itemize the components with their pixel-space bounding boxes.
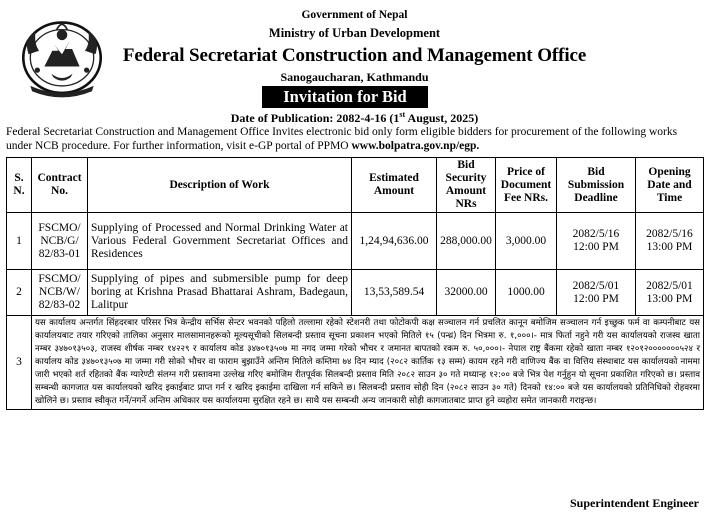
office-location: Sanogaucharan, Kathmandu: [280, 70, 429, 84]
opening-date: 2082/5/16: [646, 228, 693, 240]
row-estimated: 1,24,94,636.00: [352, 213, 437, 270]
row-sn: 2: [7, 270, 32, 316]
opening-time: 13:00 PM: [646, 292, 693, 305]
table-header-row: [7, 158, 704, 213]
row-opening: [636, 213, 704, 270]
deadline-time: 12:00 PM: [573, 292, 619, 305]
publication-date: [0, 110, 709, 126]
deadline-date: 2082/5/01: [572, 279, 620, 292]
publication-rest: August, 2025): [405, 111, 479, 125]
row-security: 32000.00: [437, 270, 496, 316]
table-row: [7, 213, 704, 270]
nepali-notice-text: यस कार्यालय अन्तर्गत सिंहदरबार परिसर भित्र केन्द्रीय सर्भिस सेन्टर भवनको पहिलो तल्लामा रहेको स्टेशनरी तथा फोटोकपी कक्ष सञ्चालन गर्न प्रचलित कानून बमोजिम सञ्चालन गर्न इच्छुक फर्म वा कम्पनीबाट यस कार्यालयबाट तयार गरिएको तालिका अनुसार मालसामानहरूको मूल्यसूचीको सिलबन्दी प्रस्ताव सूचना प्रकाशन भएको मितिले १५ (पन्ध्र) दिन भित्रमा रु. १,०००।- मात्र फिर्ता नहुने गरी यस कार्यालयको राजस्व खाता नम्बर ३४७०१३५०३, राजस्व शीर्षक नम्बर १४२२९ र कार्यालय कोड ३४७०१३५०७ मा नगद जम्मा गरेको भौचर र जमानत बापतको रकम रु. ५०,०००।- नेपाल राष्ट्र बैंकमा रहेको खाता नम्बर १२०१२०००००००५२४ र कार्यालय कोड ३४७०१३५०७ मा जम्मा गरी सोको भौचर वा फाराम बुझाउँने अन्तिम मितिले कम्तिमा ७४ दिन म्याद (२०८२ कार्तिक १३ सम्म) कायम रहने गरी वाणिज्य बैंक वा वित्तिय संस्थाबाट यस कार्यालयको नाममा जारी भएको शर्त रहितको बैंक ग्यारेण्टी संलग्न गरी प्रस्तावमा उल्लेख गरिए बमोजिम रीतपूर्वक सिलबन्दी प्रस्ताव मिति २०८२ साउन ३० गते मध्यान्ह १२:०० बजे भित्र पेश गर्नुहुन यो सूचना प्रकाशित गरिएको छ। प्रस्ताव सम्बन्धी कागजात यस कार्यालयको खरिद इकाईबाट प्राप्त गर्न र खरिद इकाईमा दाखिला गर्न सकिने छ। सिलबन्दी प्रस्ताव सोही दिन (२०८२ साउन ३० गते) दिनको १४:०० बजे यस कार्यालयको प्रतिनिधिको रोहवरमा खोलिने छ। प्रस्ताव स्वीकृत गर्ने/नगर्ने अन्तिम अधिकार यस कार्यालयमा सुरक्षित रहने छ। साथै यस सम्बन्धी अन्य जानकारी सोही कागजातबाट प्राप्त हुने व्यहोरा समेत जानकारी गराइन्छ।: [32, 316, 704, 410]
publication-label: Date of Publication: 2082-4-16 (: [230, 111, 394, 125]
header-price: Price of Document Fee NRs.: [496, 158, 557, 213]
row-security: 288,000.00: [437, 213, 496, 270]
header-opening: Opening Date and Time: [636, 158, 704, 213]
header-security: Bid Security Amount NRs: [437, 158, 496, 213]
signature: Superintendent Engineer: [569, 496, 699, 510]
intro-text: Federal Secretariat Construction and Management Office Invites electronic bid only form eligible bidders for procurement of the following works under NCB procedure. For further information, visit e-GP portal of PPMO: [6, 126, 678, 152]
publication-ordinal: st: [399, 110, 406, 119]
row-description: Supplying of Processed and Normal Drinking Water at Various Federal Government Secretariat Offices and Residences: [88, 213, 352, 270]
opening-date: 2082/5/01: [646, 279, 693, 292]
government-title: Government of Nepal: [301, 9, 408, 21]
row-contract: FSCMO/ NCB/W/ 82/83-02: [32, 270, 88, 316]
row-price: 1000.00: [496, 270, 557, 316]
portal-link[interactable]: www.bolpatra.gov.np/egp.: [351, 140, 480, 152]
invitation-banner: Invitation for Bid: [262, 86, 428, 108]
deadline-date: 2082/5/16: [572, 228, 620, 240]
row-contract: FSCMO/ NCB/G/ 82/83-01: [32, 213, 88, 270]
publication-day: 1: [393, 111, 400, 125]
header-sn: S. N.: [7, 158, 32, 213]
row-sn: 3: [7, 316, 32, 410]
office-title: Federal Secretariat Construction and Management Office: [122, 45, 587, 66]
bid-table: [6, 157, 704, 410]
row-opening: [636, 270, 704, 316]
header-deadline: Bid Submission Deadline: [557, 158, 636, 213]
table-row: [7, 270, 704, 316]
row-description: Supplying of pipes and submersible pump for deep boring at Krishna Prasad Bhattarai Ashram, Badegaun, Lalitpur: [88, 270, 352, 316]
intro-paragraph: [6, 125, 706, 153]
row-estimated: 13,53,589.54: [352, 270, 437, 316]
opening-time: 13:00 PM: [646, 241, 693, 253]
header-description: Description of Work: [88, 158, 352, 213]
row-deadline: [557, 213, 636, 270]
row-sn: 1: [7, 213, 32, 270]
row-deadline: [557, 270, 636, 316]
header-estimated: Estimated Amount: [352, 158, 437, 213]
table-row-notice: [7, 316, 704, 410]
ministry-title: Ministry of Urban Development: [268, 26, 441, 40]
row-price: 3,000.00: [496, 213, 557, 270]
deadline-time: 12:00 PM: [573, 241, 619, 253]
header-contract: Contract No.: [32, 158, 88, 213]
